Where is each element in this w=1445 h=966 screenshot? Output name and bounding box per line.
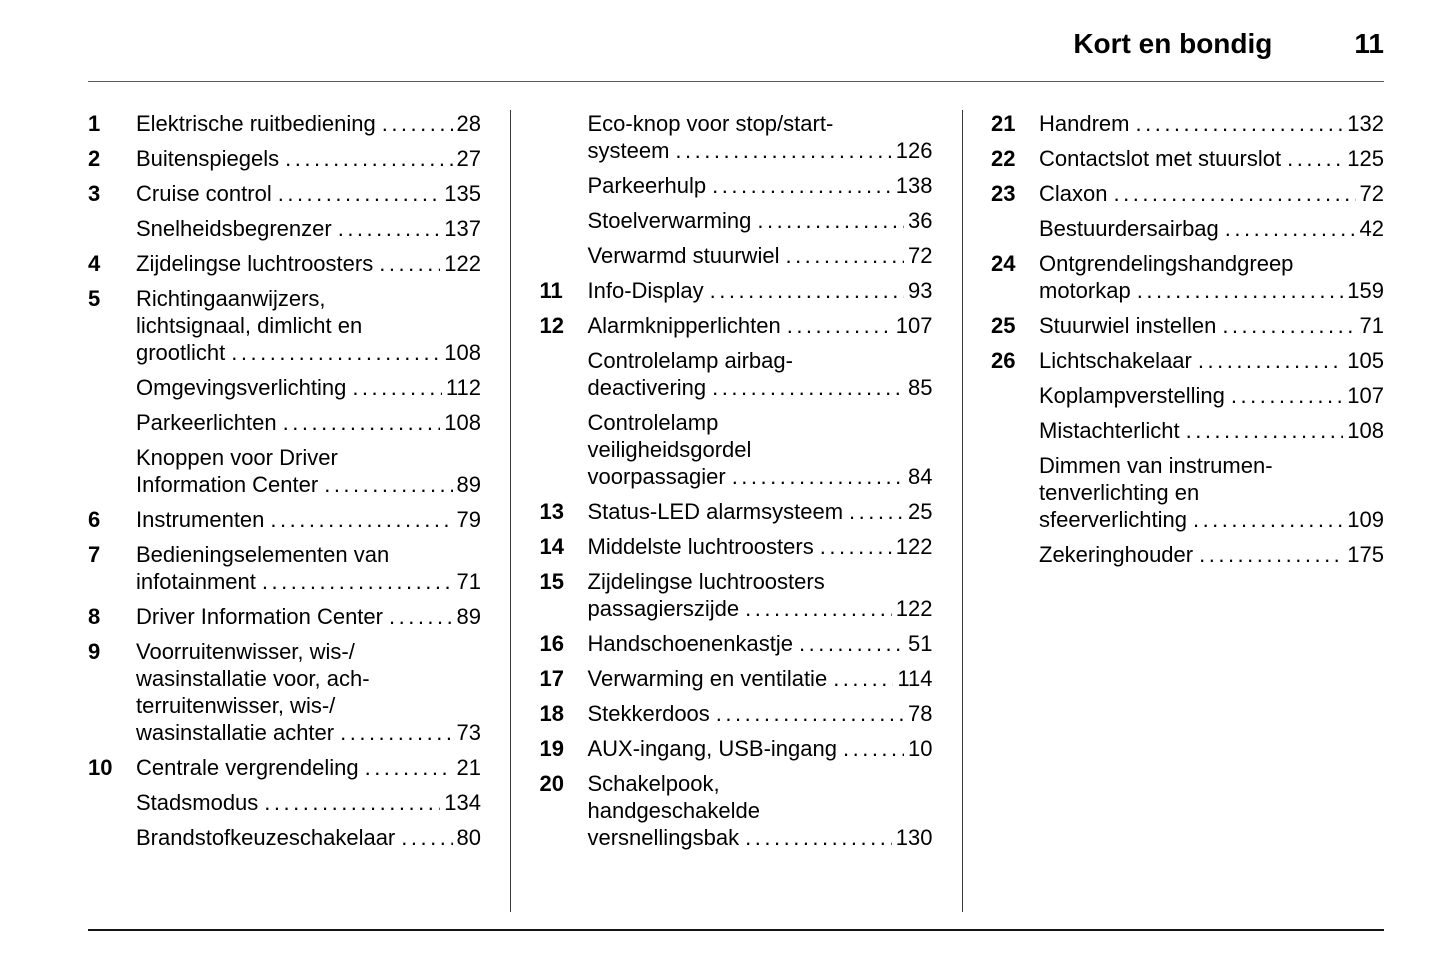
toc-entry [540,409,933,490]
entry-label-line: Controlelamp airbag- [587,348,793,373]
entry-number: 4 [88,251,101,276]
entry-page-number: 108 [444,340,481,365]
entry-label: wasinstallatie achter [136,720,335,745]
entry-page-number: 78 [908,701,933,726]
column-divider [510,110,511,912]
entry-page-number: 135 [444,181,481,206]
entry-label-line: Controlelamp [587,410,719,435]
entry-number: 23 [991,181,1016,206]
entry-page-number: 71 [456,569,481,594]
entry-number: 2 [88,146,101,171]
entry-label-line: Knoppen voor Driver [136,445,338,470]
dot-leader [799,630,904,657]
entry-label-line: Voorruitenwisser, wis-/ [136,639,355,664]
toc-entry [540,347,933,401]
dot-leader [324,471,452,498]
entry-page-number: 132 [1347,111,1384,136]
dot-leader [401,824,452,851]
dot-leader [389,603,453,630]
entry-number: 13 [539,499,564,524]
entry-page-number: 93 [908,278,933,303]
entry-number [540,242,588,269]
entry-page-number: 89 [456,604,481,629]
toc-column [88,110,481,912]
entry-page-number: 79 [456,507,481,532]
entry-label: Status-LED alarmsysteem [587,499,844,524]
entry-number [88,824,136,851]
entry-number [88,374,136,401]
entry-page-number: 159 [1347,278,1384,303]
entry-label: Handrem [1039,111,1130,136]
entry-number: 16 [539,631,564,656]
entry-label: Info-Display [587,278,704,303]
toc-entry [540,207,933,234]
entry-label: Stekkerdoos [587,701,710,726]
entry-number: 25 [991,313,1016,338]
dot-leader [833,665,893,692]
dot-leader [262,568,453,595]
entry-page-number: 108 [1347,418,1384,443]
entry-page-number: 25 [908,499,933,524]
entry-label: infotainment [136,569,256,594]
dot-leader [285,145,452,172]
entry-page-number: 42 [1359,216,1384,241]
entry-number: 22 [991,146,1016,171]
entry-number: 21 [991,111,1016,136]
entry-page-number: 84 [908,464,933,489]
entry-page-number: 108 [444,410,481,435]
entry-number: 15 [539,569,564,594]
dot-leader [352,374,442,401]
entry-label: passagierszijde [587,596,740,621]
toc-entry [88,374,481,401]
entry-label: deactivering [587,375,707,400]
toc-entry [991,417,1384,444]
entry-label: Koplampverstelling [1039,383,1225,408]
dot-leader [710,277,904,304]
entry-number [991,417,1039,444]
footer-rule [88,929,1384,931]
toc-entry [540,277,933,304]
entry-label-line: Schakelpook, [587,771,720,796]
toc-entry [991,312,1384,339]
dot-leader [283,409,441,436]
entry-number: 7 [88,542,101,567]
entry-page-number: 72 [908,243,933,268]
dot-leader [732,463,904,490]
page-header [88,28,1384,81]
entry-number: 1 [88,111,101,136]
entry-number [88,444,136,498]
entry-label: Zijdelingse luchtroosters [136,251,374,276]
entry-number [991,452,1039,533]
entry-number: 9 [88,639,101,664]
page-number: 11 [1354,28,1384,59]
entry-label-line: terruitenwisser, wis-/ [136,693,336,718]
entry-label-line: Richtingaanwijzers, [136,286,326,311]
toc-column [991,110,1384,912]
dot-leader [1135,110,1343,137]
toc-entry [991,250,1384,304]
toc-entry [991,145,1384,172]
dot-leader [745,824,892,851]
toc-entry [88,180,481,207]
dot-leader [382,110,453,137]
chapter-title: Kort en bondig [1073,28,1273,59]
entry-page-number: 138 [895,173,933,198]
dot-leader [365,754,453,781]
entry-label: Stadsmodus [136,790,259,815]
entry-page-number: 175 [1347,542,1384,567]
entry-label: Instrumenten [136,507,265,532]
toc-entry [540,665,933,692]
entry-page-number: 130 [895,825,933,850]
entry-label: Claxon [1039,181,1108,206]
entry-label: Mistachterlicht [1039,418,1180,443]
entry-label: voorpassagier [587,464,726,489]
entry-label-line: Dimmen van instrumen- [1039,453,1273,478]
entry-label: Snelheidsbegrenzer [136,216,332,241]
dot-leader [849,498,904,525]
entry-number [991,215,1039,242]
entry-number [540,347,588,401]
entry-label-line: tenverlichting en [1039,480,1200,505]
entry-label: Bestuurdersairbag [1039,216,1219,241]
entry-page-number: 107 [1347,383,1384,408]
entry-page-number: 36 [908,208,933,233]
toc-entry [88,110,481,137]
entry-label: Stoelverwarming [587,208,752,233]
dot-leader [1225,215,1356,242]
entry-number [540,207,588,234]
entry-number: 19 [539,736,564,761]
toc-entry [540,630,933,657]
entry-number: 24 [991,251,1016,276]
dot-leader [1137,277,1344,304]
entry-label: Cruise control [136,181,272,206]
dot-leader [340,719,452,746]
entry-number: 26 [991,348,1016,373]
dot-leader [379,250,440,277]
entry-page-number: 122 [895,596,933,621]
toc-columns [88,82,1384,912]
entry-label: sfeerverlichting [1039,507,1187,532]
dot-leader [787,312,892,339]
entry-page-number: 85 [908,375,933,400]
entry-page-number: 71 [1359,313,1384,338]
toc-entry [540,735,933,762]
entry-label: Middelste luchtroosters [587,534,814,559]
dot-leader [843,735,904,762]
entry-label-line: wasinstallatie voor, ach- [136,666,370,691]
entry-number: 12 [539,313,564,338]
entry-label: Verwarmd stuurwiel [587,243,780,268]
entry-label: grootlicht [136,340,226,365]
entry-number [88,215,136,242]
entry-page-number: 27 [456,146,481,171]
toc-entry [991,180,1384,207]
toc-entry [540,770,933,851]
entry-page-number: 89 [456,472,481,497]
entry-page-number: 105 [1347,348,1384,373]
entry-page-number: 126 [895,138,933,163]
dot-leader [1186,417,1344,444]
entry-number: 18 [539,701,564,726]
entry-label: Handschoenenkastje [587,631,793,656]
toc-entry [88,215,481,242]
entry-label: motorkap [1039,278,1131,303]
entry-label: Alarmknipperlichten [587,313,781,338]
dot-leader [820,533,892,560]
entry-page-number: 28 [456,111,481,136]
dot-leader [1199,541,1343,568]
toc-entry [540,242,933,269]
entry-page-number: 107 [895,313,933,338]
entry-number [991,541,1039,568]
entry-label: Parkeerhulp [587,173,707,198]
entry-number: 17 [539,666,564,691]
dot-leader [1113,180,1355,207]
toc-entry [540,110,933,164]
entry-page-number: 114 [897,666,933,691]
entry-label: Centrale vergrendeling [136,755,359,780]
entry-page-number: 10 [908,736,933,761]
entry-page-number: 51 [908,631,933,656]
entry-page-number: 137 [444,216,481,241]
toc-entry [991,347,1384,374]
column-divider [962,110,963,912]
entry-label: versnellingsbak [587,825,740,850]
dot-leader [745,595,892,622]
toc-entry [540,312,933,339]
entry-label: Verwarming en ventilatie [587,666,828,691]
entry-number: 8 [88,604,101,629]
entry-label: Zekeringhouder [1039,542,1194,567]
entry-label: Elektrische ruitbediening [136,111,376,136]
dot-leader [712,374,904,401]
entry-label: Lichtschakelaar [1039,348,1192,373]
entry-number: 10 [88,755,113,780]
toc-entry [991,215,1384,242]
entry-label: Stuurwiel instellen [1039,313,1217,338]
entry-number: 14 [539,534,564,559]
entry-page-number: 80 [456,825,481,850]
entry-label-line: Ontgrendelingshandgreep [1039,251,1294,276]
toc-entry [540,568,933,622]
entry-label: Parkeerlichten [136,410,277,435]
dot-leader [1287,145,1343,172]
entry-page-number: 73 [456,720,481,745]
dot-leader [1193,506,1343,533]
entry-number [88,409,136,436]
entry-page-number: 122 [444,251,481,276]
entry-label-line: lichtsignaal, dimlicht en [136,313,363,338]
entry-page-number: 134 [444,790,481,815]
entry-number [991,382,1039,409]
toc-entry [88,145,481,172]
entry-page-number: 112 [445,375,481,400]
entry-page-number: 122 [895,534,933,559]
toc-entry [88,409,481,436]
entry-number: 3 [88,181,101,206]
toc-entry [88,285,481,366]
entry-page-number: 72 [1359,181,1384,206]
entry-label-line: Eco-knop voor stop/start- [587,111,834,136]
entry-label-line: handgeschakelde [587,798,760,823]
dot-leader [338,215,441,242]
entry-number [540,409,588,490]
toc-entry [88,603,481,630]
dot-leader [712,172,892,199]
dot-leader [675,137,891,164]
entry-label: Buitenspiegels [136,146,280,171]
toc-entry [88,541,481,595]
dot-leader [1231,382,1343,409]
toc-entry [88,824,481,851]
entry-label-line: Bedieningselementen van [136,542,390,567]
entry-label: Contactslot met stuurslot [1039,146,1282,171]
toc-entry [88,789,481,816]
entry-number: 5 [88,286,101,311]
toc-entry [88,638,481,746]
toc-entry [540,700,933,727]
entry-label: Omgevingsverlichting [136,375,347,400]
dot-leader [264,789,440,816]
toc-entry [991,382,1384,409]
entry-label: AUX-ingang, USB-ingang [587,736,837,761]
entry-number: 11 [539,278,563,303]
entry-number: 20 [539,771,564,796]
entry-page-number: 109 [1347,507,1384,532]
toc-entry [540,172,933,199]
toc-entry [991,452,1384,533]
toc-column [540,110,933,912]
dot-leader [1222,312,1355,339]
entry-label-line: veiligheidsgordel [587,437,752,462]
toc-entry [991,541,1384,568]
toc-entry [88,506,481,533]
entry-number [540,172,588,199]
dot-leader [231,339,440,366]
dot-leader [757,207,904,234]
entry-label: Driver Information Center [136,604,383,629]
entry-label: systeem [587,138,670,163]
toc-entry [540,498,933,525]
entry-label: Brandstofkeuzeschakelaar [136,825,396,850]
dot-leader [278,180,441,207]
entry-number: 6 [88,507,101,532]
entry-number [540,110,588,164]
toc-entry [88,444,481,498]
toc-entry [88,754,481,781]
toc-entry [88,250,481,277]
entry-label-line: Zijdelingse luchtroosters [587,569,825,594]
dot-leader [270,506,452,533]
dot-leader [1198,347,1343,374]
entry-page-number: 21 [456,755,481,780]
toc-entry [540,533,933,560]
dot-leader [716,700,904,727]
entry-label: Information Center [136,472,319,497]
entry-number [88,789,136,816]
entry-page-number: 125 [1347,146,1384,171]
dot-leader [785,242,904,269]
toc-entry [991,110,1384,137]
